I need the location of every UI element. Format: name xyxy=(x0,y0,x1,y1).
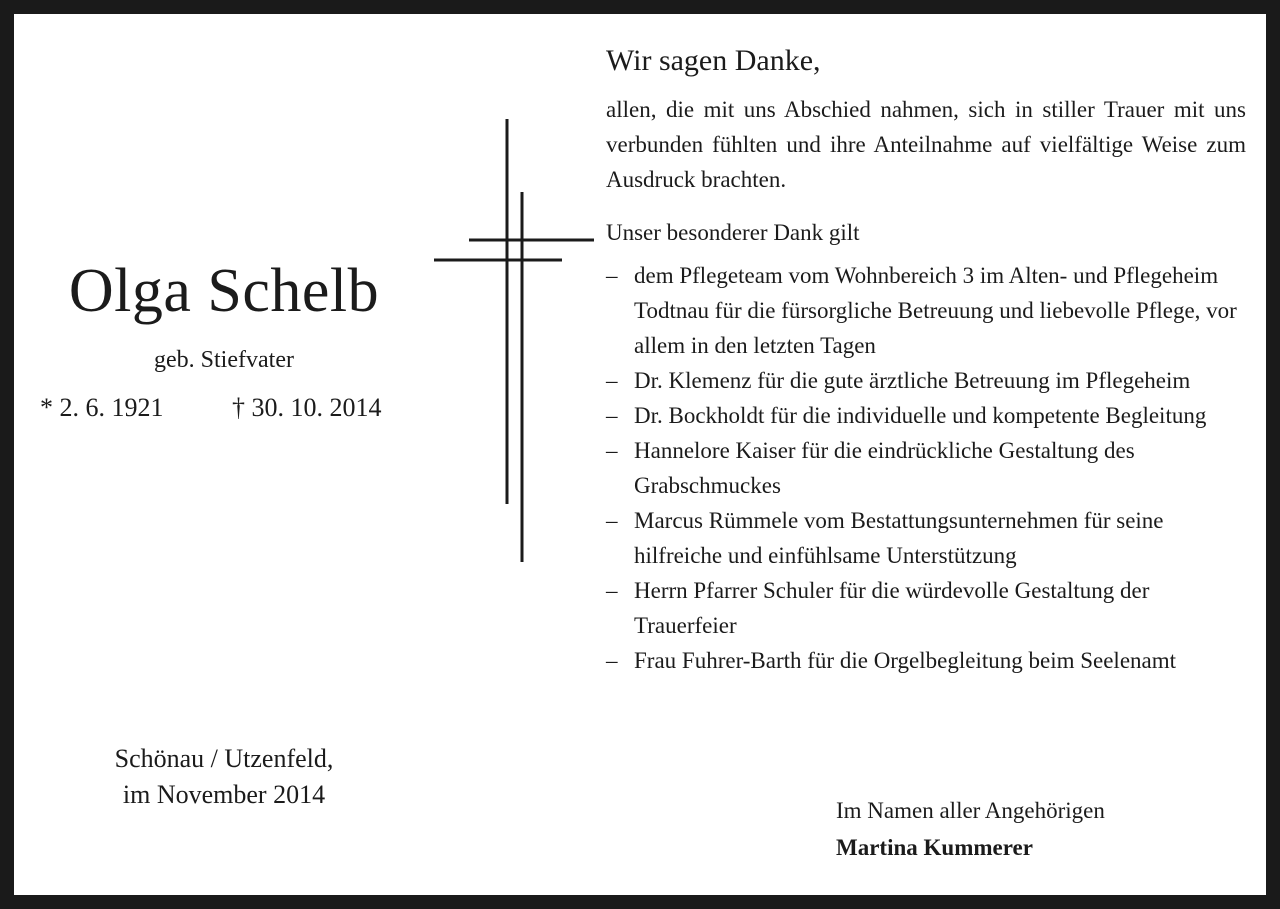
birth-date: * 2. 6. 1921 xyxy=(40,393,164,422)
list-item-text: Herrn Pfarrer Schuler für die würdevolle Gestaltung der Trauerfeier xyxy=(634,578,1150,638)
list-item-text: Hannelore Kaiser für die eindrückliche Gestaltung des Grabschmuckes xyxy=(634,438,1135,498)
list-item-text: Dr. Klemenz für die gute ärztliche Betreuung im Pflegeheim xyxy=(634,368,1191,393)
thanks-list xyxy=(606,258,1246,678)
place-and-date xyxy=(14,741,434,813)
dash-bullet: – xyxy=(606,508,618,533)
double-cross-icon xyxy=(414,114,594,574)
thanks-heading: Wir sagen Danke, xyxy=(606,44,821,77)
list-item xyxy=(606,573,1246,643)
dash-bullet: – xyxy=(606,403,618,428)
place-line: Schönau / Utzenfeld, xyxy=(114,744,334,773)
deceased-name: Olga Schelb xyxy=(68,257,380,325)
signoff xyxy=(836,792,1105,866)
special-thanks-intro: Unser besonderer Dank gilt xyxy=(606,220,860,245)
dash-bullet: – xyxy=(606,368,618,393)
dash-bullet: – xyxy=(606,438,618,463)
list-item xyxy=(606,398,1246,433)
list-item-text: Marcus Rümmele vom Bestattungsunternehmen für seine hilfreiche und einfühlsame Unterstützung xyxy=(634,508,1164,568)
list-item-text: Frau Fuhrer-Barth für die Orgelbegleitung beim Seelenamt xyxy=(634,648,1177,673)
dash-bullet: – xyxy=(606,648,618,673)
list-item xyxy=(606,503,1246,573)
born-name: geb. Stiefvater xyxy=(154,347,294,373)
thanks-column xyxy=(606,42,1246,678)
dash-bullet: – xyxy=(606,578,618,603)
list-item-text: Dr. Bockholdt für die individuelle und kompetente Begleitung xyxy=(634,403,1207,428)
thanks-intro-paragraph: allen, die mit uns Abschied nahmen, sich in stiller Trauer mit uns verbunden fühlten und ihre Anteilnahme auf vielfältige Weise zum Ausdruck brachten. xyxy=(606,97,1246,192)
signoff-line: Im Namen aller Angehörigen xyxy=(836,798,1105,823)
list-item xyxy=(606,363,1246,398)
obituary-card xyxy=(14,14,1266,895)
death-date: † 30. 10. 2014 xyxy=(232,393,382,422)
signer-name: Martina Kummerer xyxy=(836,835,1033,860)
list-item-text: dem Pflegeteam vom Wohnbereich 3 im Alten- und Pflegeheim Todtnau für die fürsorgliche Betreuung und liebevolle Pflege, vor allem in den letzten Tagen xyxy=(634,263,1237,358)
month-line: im November 2014 xyxy=(122,780,326,809)
list-item xyxy=(606,433,1246,503)
list-item xyxy=(606,258,1246,363)
list-item xyxy=(606,643,1246,678)
dash-bullet: – xyxy=(606,263,618,288)
